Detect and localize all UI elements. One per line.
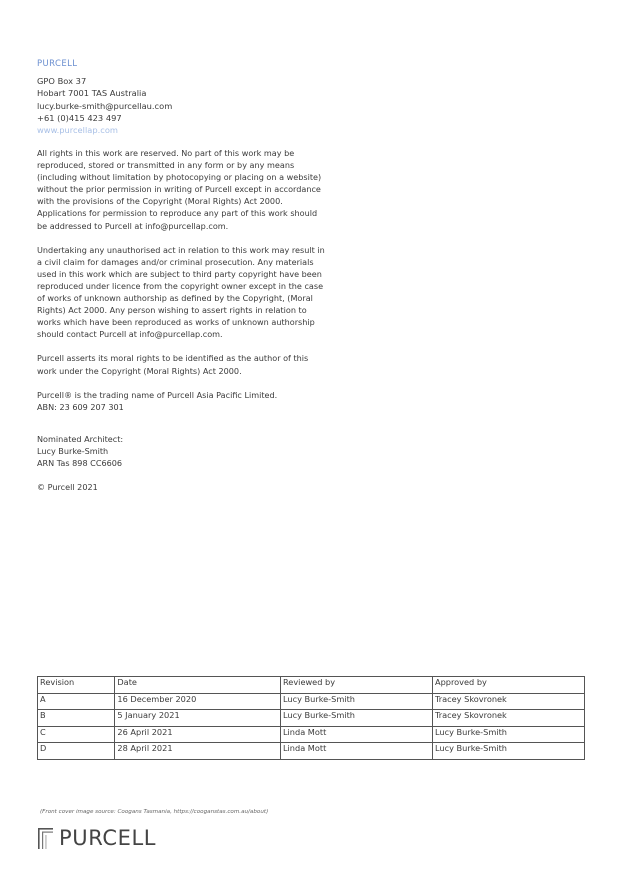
email-link[interactable]: lucy.burke-smith@purcellau.com (37, 100, 173, 111)
brand-heading: PURCELL (37, 59, 78, 69)
logo-wordmark: PURCELL (59, 826, 157, 850)
rights-paragraph: All rights in this work are reserved. No part of this work may be reproduced, stored or transmitted in any form or by any means (including without limitation by photocopying or placing on a website) without the prior permission in writing of Purcell except in accordance with the provisions of the Copyright (Moral Rights) Act 2000. Applications for permission to reproduce any part of this work should be addressed to Purcell at info@purcellap.com. (37, 148, 322, 231)
trading-name-paragraph: Purcell® is the trading name of Purcell Asia Pacific Limited. ABN: 23 609 207 301 (37, 389, 278, 412)
moral-rights-paragraph: Purcell asserts its moral rights to be identified as the author of this work under the Copyright (Moral Rights) Act 2000. (37, 353, 309, 376)
website-link[interactable]: www.purcellap.com (37, 125, 118, 136)
legal-text (37, 147, 325, 505)
address-line-1: GPO Box 37 (37, 76, 87, 86)
col-header-approved-by: Approved by (432, 677, 584, 694)
col-header-revision: Revision (38, 677, 115, 694)
architect-name: Lucy Burke-Smith (37, 445, 109, 456)
purcell-mark-icon (37, 827, 54, 849)
purcell-logo (37, 826, 156, 850)
table-row: D 28 April 2021 Linda Mott Lucy Burke-Smith (38, 743, 585, 760)
table-row: C 26 April 2021 Linda Mott Lucy Burke-Smith (38, 726, 585, 743)
revision-table (37, 676, 585, 760)
unauthorised-act-paragraph: Undertaking any unauthorised act in relation to this work may result in a civil claim for damages and/or criminal prosecution. Any materials used in this work which are subject to third party copyright have been reproduced under licence from the copyright owner except in the case of works of unknown authorship as defined by the Copyright, (Moral Rights) Act 2000. Any person wishing to assert rights in relation to works which have been reproduced as works of unknown authorship should contact Purcell at info@purcellap.com. (37, 244, 325, 340)
table-row: A 16 December 2020 Lucy Burke-Smith Tracey Skovronek (38, 693, 585, 710)
table-row: B 5 January 2021 Lucy Burke-Smith Tracey Skovronek (38, 710, 585, 727)
architect-arn: ARN Tas 898 CC6606 (37, 457, 123, 468)
col-header-date: Date (115, 677, 281, 694)
address-line-2: Hobart 7001 TAS Australia (37, 88, 147, 99)
col-header-reviewed-by: Reviewed by (280, 677, 432, 694)
table-header-row (38, 677, 585, 694)
architect-label: Nominated Architect: (37, 433, 124, 444)
architect-paragraph (37, 433, 312, 469)
copyright-notice: © Purcell 2021 (37, 482, 98, 493)
cover-image-caption: (Front cover image source: Coogans Tasmania, https://cooganstas.com.au/about) (40, 809, 269, 815)
phone-number: +61 (0)415 423 497 (37, 112, 122, 123)
address-block (37, 75, 172, 136)
